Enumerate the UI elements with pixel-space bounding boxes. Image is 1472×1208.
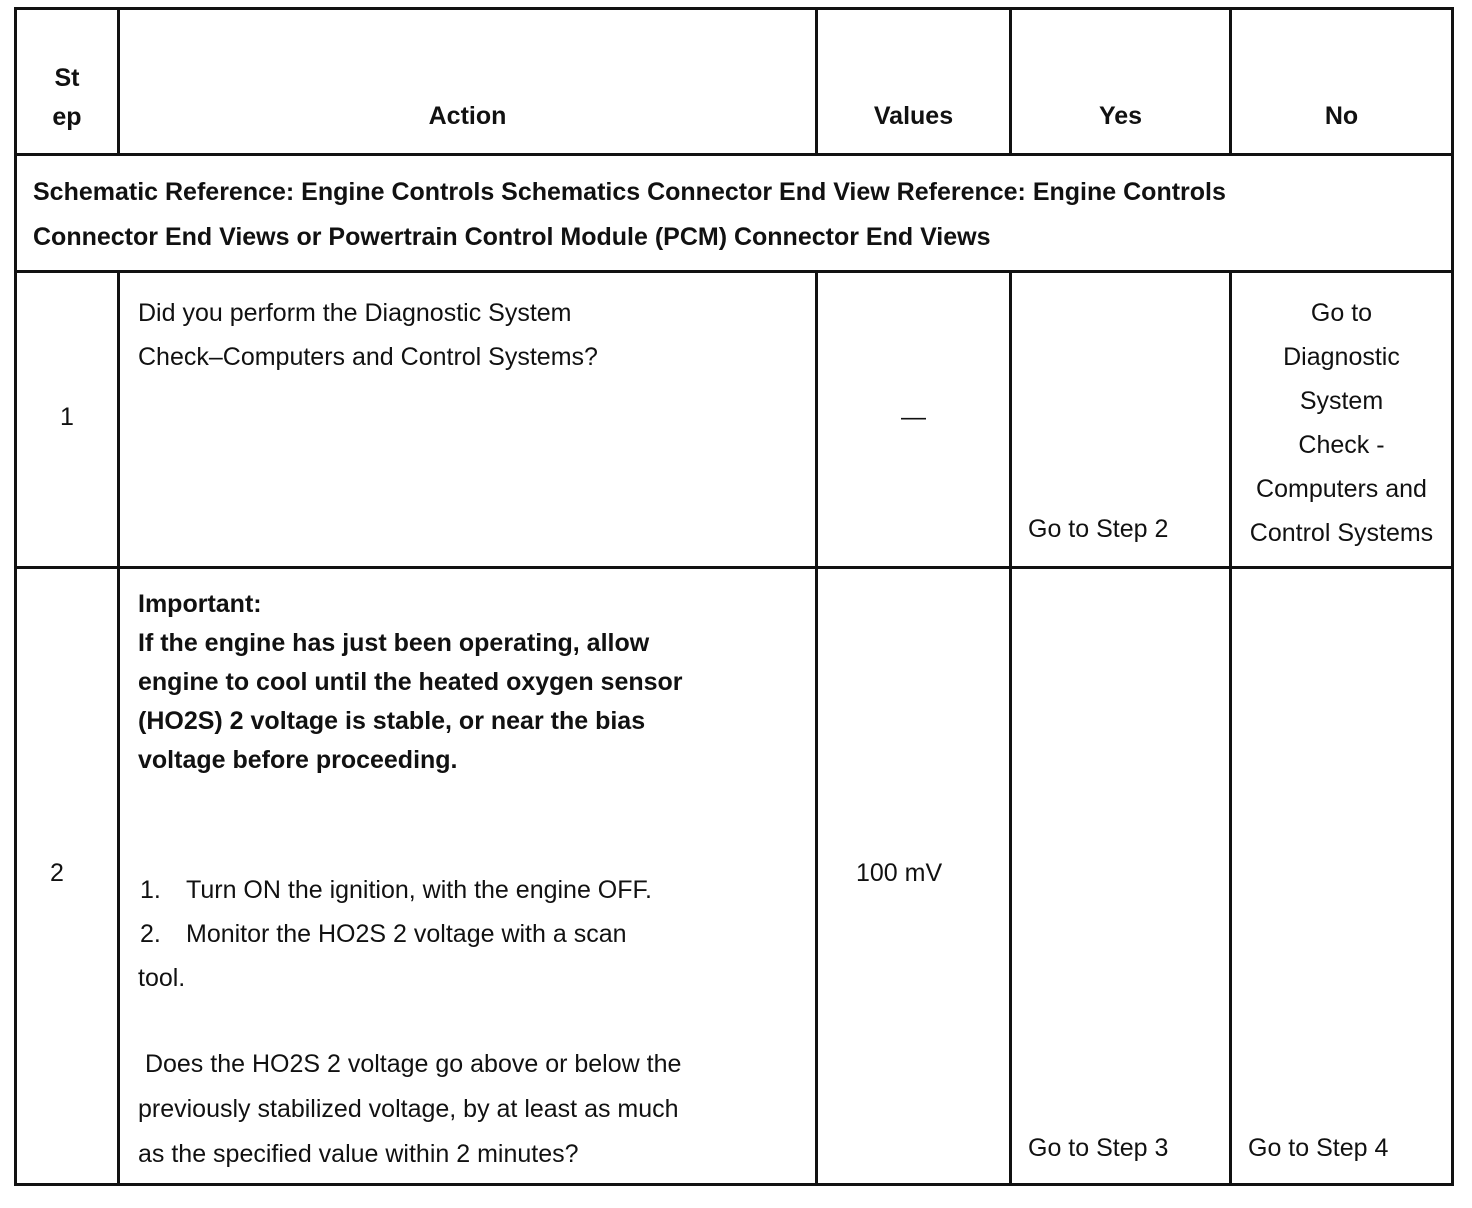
important-line: engine to cool until the heated oxygen sensor: [138, 668, 683, 696]
header-yes: Yes: [1011, 9, 1231, 155]
list-item: [138, 868, 799, 912]
yes-text: Go to Step 3: [1028, 1134, 1169, 1162]
list-item-text: Monitor the HO2S 2 voltage with a scan: [186, 920, 627, 948]
important-line: voltage before proceeding.: [138, 746, 458, 774]
question-line: previously stabilized voltage, by at least as much: [138, 1095, 679, 1123]
important-line: If the engine has just been operating, allow: [138, 629, 650, 657]
value-text: —: [901, 403, 926, 431]
table-row: [16, 568, 1453, 1185]
step-number: 1: [60, 403, 74, 431]
step-number: 2: [50, 859, 64, 887]
question-line: as the specified value within 2 minutes?: [138, 1140, 579, 1168]
no-line: Diagnostic: [1283, 343, 1400, 371]
list-continuation: tool.: [138, 964, 186, 992]
no-line: Computers and: [1256, 475, 1427, 503]
header-values: Values: [817, 9, 1011, 155]
schematic-line-1: Schematic Reference: Engine Controls Schematics Connector End View Reference: Engine Controls: [33, 178, 1226, 206]
action-line: Did you perform the Diagnostic System: [138, 299, 572, 327]
values-cell: [817, 568, 1011, 1185]
step-cell: [16, 568, 119, 1185]
header-step: [16, 9, 119, 155]
list-item-text: Turn ON the ignition, with the engine OFF.: [186, 876, 652, 904]
procedure-list: [138, 868, 799, 956]
header-step-line1: St: [54, 64, 80, 92]
list-item-number: 2.: [140, 920, 161, 948]
no-cell: [1231, 272, 1453, 568]
action-cell: [119, 568, 817, 1185]
no-line: Go to: [1310, 299, 1373, 327]
list-item-number: 1.: [140, 876, 161, 904]
header-step-line2: ep: [52, 103, 82, 131]
important-line: (HO2S) 2 voltage is stable, or near the bias: [138, 707, 646, 735]
question-line: Does the HO2S 2 voltage go above or below the: [138, 1050, 682, 1078]
action-line: Check–Computers and Control Systems?: [138, 343, 598, 371]
yes-cell: [1011, 272, 1231, 568]
diagnostic-table: [14, 7, 1454, 1186]
important-label: Important:: [138, 590, 262, 618]
table-row: [16, 272, 1453, 568]
step-cell: [16, 272, 119, 568]
no-line: Check -: [1298, 431, 1385, 459]
schematic-line-2: Connector End Views or Powertrain Control Module (PCM) Connector End Views: [33, 223, 991, 251]
yes-cell: [1011, 568, 1231, 1185]
value-text: 100 mV: [856, 859, 943, 887]
values-cell: [817, 272, 1011, 568]
schematic-row: [16, 155, 1453, 272]
yes-text: Go to Step 2: [1028, 515, 1169, 543]
no-line: System: [1299, 387, 1384, 415]
list-item: [138, 912, 799, 956]
action-cell: [119, 272, 817, 568]
header-row: [16, 9, 1453, 155]
schematic-reference: [16, 155, 1453, 272]
header-no: No: [1231, 9, 1453, 155]
header-action: Action: [119, 9, 817, 155]
no-line: Control Systems: [1249, 519, 1434, 547]
no-text: Go to Step 4: [1248, 1134, 1389, 1162]
no-cell: [1231, 568, 1453, 1185]
